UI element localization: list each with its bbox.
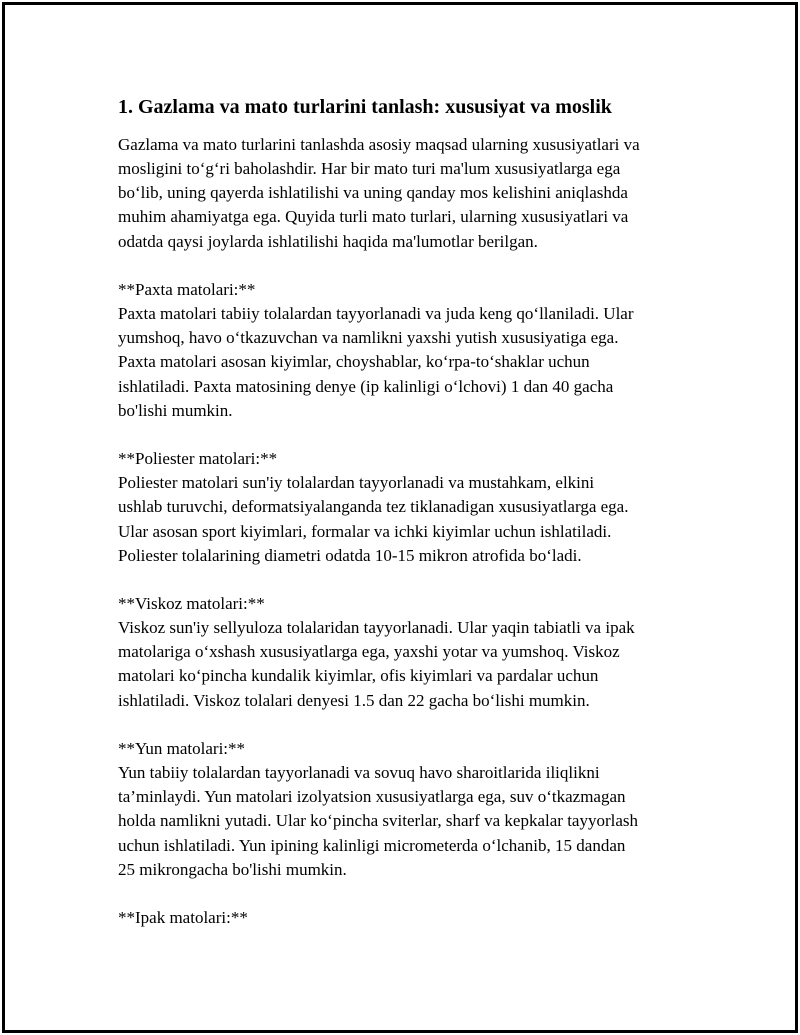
section-line: ishlatiladi. Viskoz tolalari denyesi 1.5 dan 22 gacha bo‘lishi mumkin.: [118, 690, 590, 710]
document-title: 1. Gazlama va mato turlarini tanlash: xususiyat va moslik: [118, 96, 612, 118]
section-yun: [118, 737, 758, 882]
section-line: Paxta matolari tabiiy tolalardan tayyorlanadi va juda keng qo‘llaniladi. Ular: [118, 304, 634, 324]
section-paxta: [118, 278, 758, 423]
section-line: matolari ko‘pincha kundalik kiyimlar, ofis kiyimlari va pardalar uchun: [118, 666, 599, 686]
section-heading: **Viskoz matolari:**: [118, 593, 265, 613]
section-line: ta’minlaydi. Yun matolari izolyatsion xususiyatlarga ega, suv o‘tkazmagan: [118, 787, 626, 807]
section-line: yumshoq, havo o‘tkazuvchan va namlikni yaxshi yutish xususiyatiga ega.: [118, 328, 619, 348]
section-heading: **Ipak matolari:**: [118, 908, 248, 927]
section-line: holda namlikni yutadi. Ular ko‘pincha sviterlar, sharf va kepkalar tayyorlash: [118, 811, 639, 831]
intro-line: bo‘lib, uning qayerda ishlatilishi va uning qanday mos kelishini aniqlashda: [118, 183, 628, 203]
section-line: ishlatiladi. Paxta matosining denye (ip kalinligi o‘lchovi) 1 dan 40 gacha: [118, 376, 614, 396]
intro-line: odatda qaysi joylarda ishlatilishi haqida ma'lumotlar berilgan.: [118, 231, 538, 251]
section-line: 25 mikrongacha bo'lishi mumkin.: [118, 859, 347, 879]
section-ipak: [118, 906, 758, 930]
section-poliester: [118, 447, 758, 568]
section-line: Yun tabiiy tolalardan tayyorlanadi va sovuq havo sharoitlarida iliqlikni: [118, 763, 600, 783]
intro-line: Gazlama va mato turlarini tanlashda asosiy maqsad ularning xususiyatlari va: [118, 135, 640, 154]
intro-paragraph: [118, 133, 758, 254]
section-line: bo'lishi mumkin.: [118, 400, 233, 420]
section-line: Poliester tolalarining diametri odatda 10-15 mikron atrofida bo‘ladi.: [118, 545, 582, 565]
section-heading: **Poliester matolari:**: [118, 449, 278, 469]
section-line: Paxta matolari asosan kiyimlar, choyshablar, ko‘rpa-to‘shaklar uchun: [118, 352, 590, 372]
section-line: ushlab turuvchi, deformatsiyalanganda tez tiklanadigan xususiyatlarga ega.: [118, 497, 629, 517]
section-heading: **Yun matolari:**: [118, 738, 246, 758]
section-line: Ular asosan sport kiyimlari, formalar va ichki kiyimlar uchun ishlatiladi.: [118, 521, 612, 541]
document-text: [118, 133, 758, 930]
document-body: [118, 95, 758, 930]
section-line: Viskoz sun'iy sellyuloza tolalaridan tayyorlanadi. Ular yaqin tabiatli va ipak: [118, 618, 635, 638]
section-line: Poliester matolari sun'iy tolalardan tayyorlanadi va mustahkam, elkini: [118, 473, 595, 493]
section-line: uchun ishlatiladi. Yun ipining kalinligi micrometerda o‘lchanib, 15 dandan: [118, 835, 626, 855]
section-viskoz: [118, 592, 758, 713]
section-line: matolariga o‘xshash xususiyatlarga ega, yaxshi yotar va yumshoq. Viskoz: [118, 642, 620, 662]
intro-line: mosligini to‘g‘ri baholashdir. Har bir mato turi ma'lum xususiyatlarga ega: [118, 159, 621, 179]
intro-line: muhim ahamiyatga ega. Quyida turli mato turlari, ularning xususiyatlari va: [118, 207, 629, 227]
section-heading: **Paxta matolari:**: [118, 279, 256, 299]
